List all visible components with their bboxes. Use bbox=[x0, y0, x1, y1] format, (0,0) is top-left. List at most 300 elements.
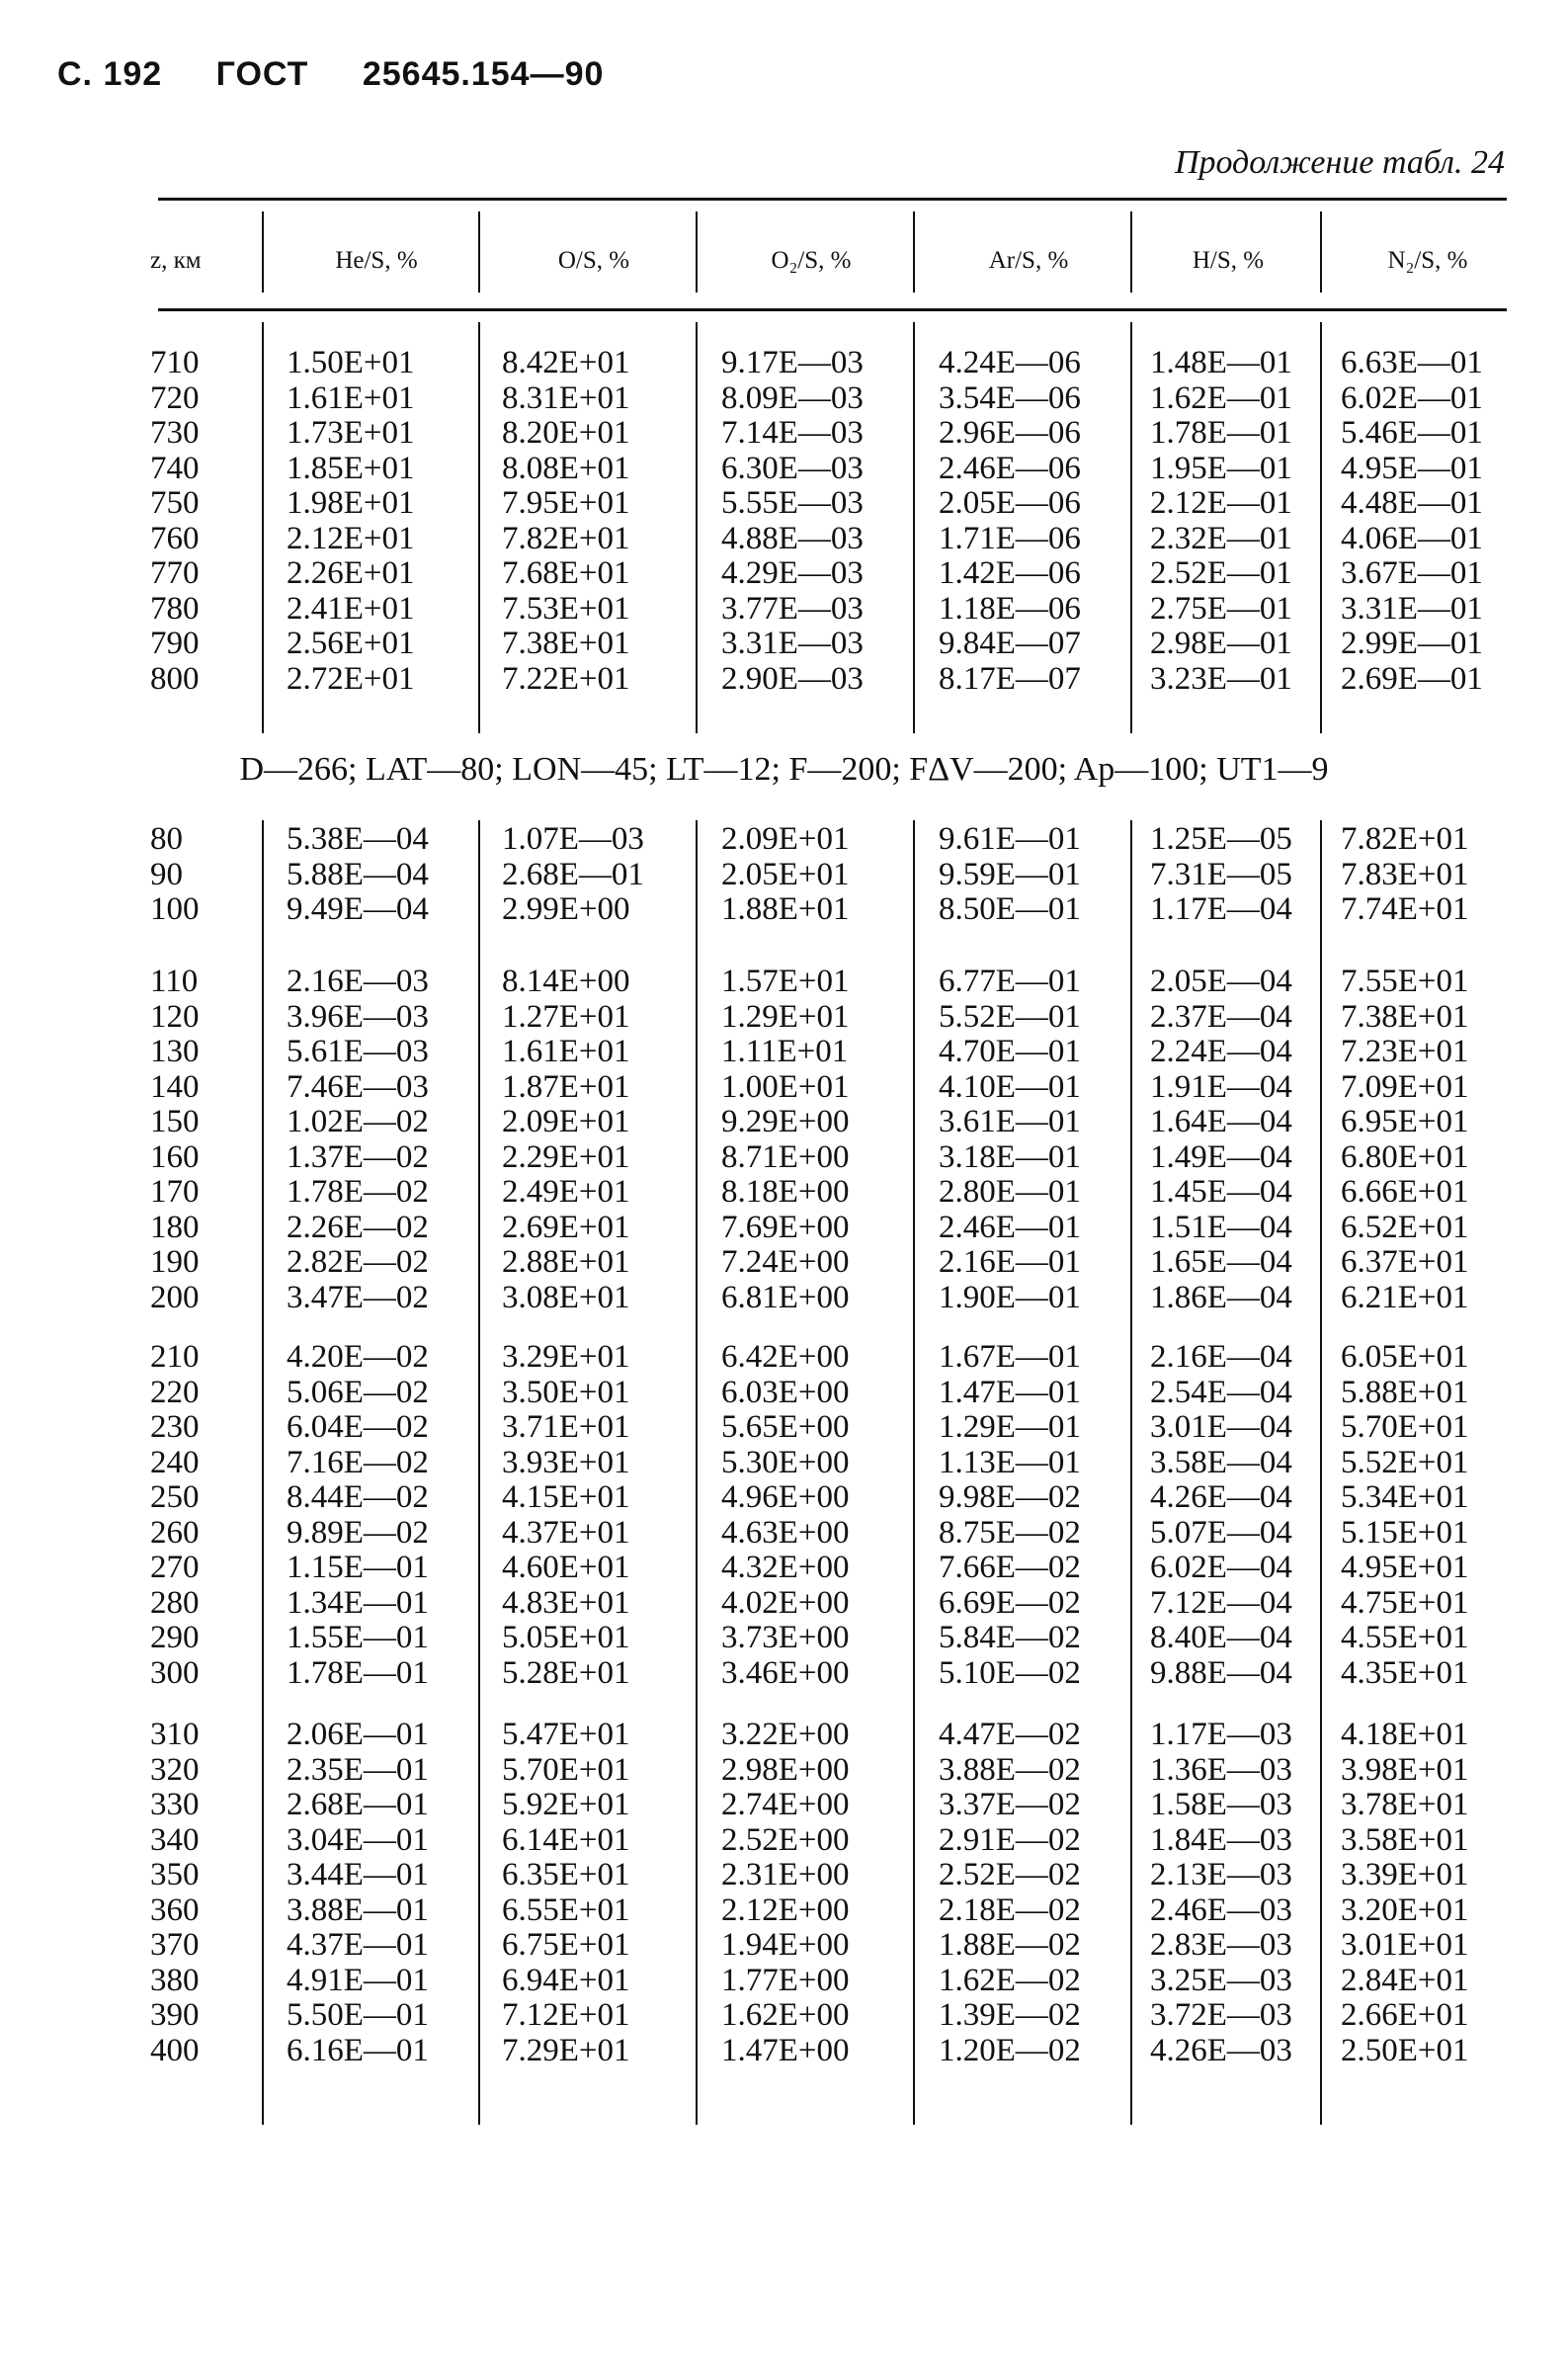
altitude-cell: 120 bbox=[150, 998, 200, 1035]
value-cell: 7.74E+01 bbox=[1341, 891, 1469, 927]
value-cell: 2.16E—01 bbox=[939, 1244, 1081, 1280]
value-cell: 2.56E+01 bbox=[287, 626, 415, 661]
value-cell: 5.65E+00 bbox=[721, 1409, 850, 1445]
value-cell: 1.98E+01 bbox=[287, 485, 415, 521]
altitude-cell: 210 bbox=[150, 1339, 200, 1375]
value-cell: 1.61E+01 bbox=[502, 1034, 630, 1069]
value-cell: 1.00E+01 bbox=[721, 1068, 850, 1105]
column-divider bbox=[1130, 820, 1132, 2125]
value-cell: 2.66E+01 bbox=[1341, 1997, 1469, 2033]
value-cell: 4.91E—01 bbox=[287, 1962, 429, 1998]
value-cell: 4.70E—01 bbox=[939, 1034, 1081, 1069]
column-header: H/S, % bbox=[1192, 247, 1265, 274]
value-cell: 8.08E+01 bbox=[502, 450, 630, 486]
table-row bbox=[0, 662, 1568, 697]
altitude-cell: 150 bbox=[150, 1104, 200, 1139]
table-row bbox=[0, 1621, 1568, 1655]
value-cell: 4.10E—01 bbox=[939, 1068, 1081, 1105]
altitude-cell: 270 bbox=[150, 1550, 200, 1585]
value-cell: 2.16E—04 bbox=[1150, 1339, 1292, 1375]
value-cell: 6.05E+01 bbox=[1341, 1339, 1469, 1375]
value-cell: 4.24E—06 bbox=[939, 345, 1081, 380]
value-cell: 4.75E+01 bbox=[1341, 1584, 1469, 1621]
value-cell: 7.16E—02 bbox=[287, 1444, 429, 1480]
table-row bbox=[0, 627, 1568, 661]
table-row bbox=[0, 1446, 1568, 1480]
value-cell: 4.15E+01 bbox=[502, 1479, 630, 1515]
altitude-cell: 720 bbox=[150, 379, 200, 416]
value-cell: 3.31E—01 bbox=[1341, 590, 1483, 627]
value-cell: 3.01E—04 bbox=[1150, 1409, 1292, 1445]
value-cell: 8.18E+00 bbox=[721, 1174, 850, 1210]
value-cell: 8.42E+01 bbox=[502, 345, 630, 380]
value-cell: 4.18E+01 bbox=[1341, 1717, 1469, 1752]
altitude-cell: 180 bbox=[150, 1209, 200, 1245]
value-cell: 5.28E+01 bbox=[502, 1654, 630, 1691]
value-cell: 7.66E—02 bbox=[939, 1550, 1081, 1585]
column-divider bbox=[1320, 322, 1322, 733]
column-divider bbox=[913, 211, 915, 293]
value-cell: 2.46E—06 bbox=[939, 450, 1081, 486]
value-cell: 8.20E+01 bbox=[502, 415, 630, 451]
value-cell: 7.38E+01 bbox=[502, 626, 630, 661]
value-cell: 8.40E—04 bbox=[1150, 1620, 1292, 1655]
value-cell: 9.59E—01 bbox=[939, 856, 1081, 892]
column-divider bbox=[478, 820, 480, 2125]
value-cell: 1.95E—01 bbox=[1150, 450, 1292, 486]
table-row bbox=[0, 822, 1568, 857]
altitude-cell: 90 bbox=[150, 856, 183, 892]
value-cell: 8.09E—03 bbox=[721, 379, 864, 416]
value-cell: 1.65E—04 bbox=[1150, 1244, 1292, 1280]
value-cell: 6.35E+01 bbox=[502, 1857, 630, 1892]
value-cell: 4.63E+00 bbox=[721, 1514, 850, 1551]
value-cell: 2.54E—04 bbox=[1150, 1374, 1292, 1410]
value-cell: 1.67E—01 bbox=[939, 1339, 1081, 1375]
value-cell: 6.30E—03 bbox=[721, 450, 864, 486]
value-cell: 1.85E+01 bbox=[287, 450, 415, 486]
value-cell: 9.98E—02 bbox=[939, 1479, 1081, 1515]
value-cell: 7.12E+01 bbox=[502, 1997, 630, 2033]
value-cell: 6.77E—01 bbox=[939, 964, 1081, 999]
value-cell: 5.52E+01 bbox=[1341, 1444, 1469, 1480]
value-cell: 6.63E—01 bbox=[1341, 345, 1483, 380]
value-cell: 4.60E+01 bbox=[502, 1550, 630, 1585]
value-cell: 1.47E—01 bbox=[939, 1374, 1081, 1410]
altitude-cell: 740 bbox=[150, 450, 200, 486]
value-cell: 2.46E—01 bbox=[939, 1209, 1081, 1245]
value-cell: 6.16E—01 bbox=[287, 2032, 429, 2068]
table-row bbox=[0, 1376, 1568, 1410]
value-cell: 2.37E—04 bbox=[1150, 998, 1292, 1035]
altitude-cell: 290 bbox=[150, 1620, 200, 1655]
value-cell: 1.90E—01 bbox=[939, 1279, 1081, 1315]
value-cell: 1.39E—02 bbox=[939, 1997, 1081, 2033]
value-cell: 2.74E+00 bbox=[721, 1787, 850, 1822]
value-cell: 3.01E+01 bbox=[1341, 1927, 1469, 1963]
value-cell: 9.29E+00 bbox=[721, 1104, 850, 1139]
altitude-cell: 80 bbox=[150, 821, 183, 857]
table-row bbox=[0, 416, 1568, 451]
value-cell: 7.53E+01 bbox=[502, 590, 630, 627]
value-cell: 2.29E+01 bbox=[502, 1138, 630, 1175]
value-cell: 1.71E—06 bbox=[939, 520, 1081, 556]
value-cell: 6.80E+01 bbox=[1341, 1138, 1469, 1175]
table-row bbox=[0, 892, 1568, 927]
value-cell: 1.78E—02 bbox=[287, 1174, 429, 1210]
value-cell: 2.99E—01 bbox=[1341, 626, 1483, 661]
value-cell: 2.72E+01 bbox=[287, 660, 415, 697]
value-cell: 1.58E—03 bbox=[1150, 1787, 1292, 1822]
value-cell: 1.27E+01 bbox=[502, 998, 630, 1035]
value-cell: 4.20E—02 bbox=[287, 1339, 429, 1375]
value-cell: 6.04E—02 bbox=[287, 1409, 429, 1445]
value-cell: 4.95E—01 bbox=[1341, 450, 1483, 486]
value-cell: 4.83E+01 bbox=[502, 1584, 630, 1621]
altitude-cell: 110 bbox=[150, 964, 199, 999]
value-cell: 1.86E—04 bbox=[1150, 1279, 1292, 1315]
value-cell: 1.73E+01 bbox=[287, 415, 415, 451]
value-cell: 3.18E—01 bbox=[939, 1138, 1081, 1175]
value-cell: 3.23E—01 bbox=[1150, 660, 1292, 697]
value-cell: 2.32E—01 bbox=[1150, 520, 1292, 556]
value-cell: 5.88E+01 bbox=[1341, 1374, 1469, 1410]
column-divider bbox=[696, 211, 698, 293]
value-cell: 7.29E+01 bbox=[502, 2032, 630, 2068]
column-header: He/S, % bbox=[335, 247, 418, 274]
value-cell: 1.36E—03 bbox=[1150, 1751, 1292, 1788]
value-cell: 4.37E—01 bbox=[287, 1927, 429, 1963]
value-cell: 1.62E—01 bbox=[1150, 379, 1292, 416]
value-cell: 2.35E—01 bbox=[287, 1751, 429, 1788]
value-cell: 7.95E+01 bbox=[502, 485, 630, 521]
column-divider bbox=[1320, 211, 1322, 293]
table-row bbox=[0, 1035, 1568, 1069]
value-cell: 6.02E—04 bbox=[1150, 1550, 1292, 1585]
value-cell: 1.50E+01 bbox=[287, 345, 415, 380]
value-cell: 1.29E+01 bbox=[721, 998, 850, 1035]
column-divider bbox=[478, 322, 480, 733]
value-cell: 2.98E—01 bbox=[1150, 626, 1292, 661]
value-cell: 1.49E—04 bbox=[1150, 1138, 1292, 1175]
value-cell: 2.52E—02 bbox=[939, 1857, 1081, 1892]
value-cell: 7.83E+01 bbox=[1341, 856, 1469, 892]
value-cell: 4.26E—04 bbox=[1150, 1479, 1292, 1515]
altitude-cell: 760 bbox=[150, 520, 200, 556]
value-cell: 2.69E+01 bbox=[502, 1209, 630, 1245]
altitude-cell: 350 bbox=[150, 1857, 200, 1892]
column-header: O₂/S, % bbox=[771, 247, 852, 274]
value-cell: 2.88E+01 bbox=[502, 1244, 630, 1280]
value-cell: 1.18E—06 bbox=[939, 590, 1081, 627]
value-cell: 2.12E+00 bbox=[721, 1892, 850, 1928]
column-header: O/S, % bbox=[557, 247, 630, 274]
value-cell: 5.38E—04 bbox=[287, 821, 429, 857]
table-row bbox=[0, 1823, 1568, 1858]
value-cell: 5.50E—01 bbox=[287, 1997, 429, 2033]
value-cell: 8.44E—02 bbox=[287, 1479, 429, 1515]
value-cell: 2.98E+00 bbox=[721, 1751, 850, 1788]
value-cell: 2.90E—03 bbox=[721, 660, 864, 697]
column-divider bbox=[696, 322, 698, 733]
value-cell: 7.55E+01 bbox=[1341, 964, 1469, 999]
value-cell: 3.47E—02 bbox=[287, 1279, 429, 1315]
value-cell: 4.32E+00 bbox=[721, 1550, 850, 1585]
value-cell: 4.96E+00 bbox=[721, 1479, 850, 1515]
value-cell: 4.55E+01 bbox=[1341, 1620, 1469, 1655]
value-cell: 3.71E+01 bbox=[502, 1409, 630, 1445]
value-cell: 4.29E—03 bbox=[721, 555, 864, 591]
value-cell: 5.70E+01 bbox=[1341, 1409, 1469, 1445]
table-row bbox=[0, 1516, 1568, 1551]
value-cell: 7.82E+01 bbox=[502, 520, 630, 556]
value-cell: 5.10E—02 bbox=[939, 1654, 1081, 1691]
table-row bbox=[0, 592, 1568, 627]
table-row bbox=[0, 1753, 1568, 1788]
value-cell: 3.67E—01 bbox=[1341, 555, 1483, 591]
value-cell: 5.55E—03 bbox=[721, 485, 864, 521]
value-cell: 1.51E—04 bbox=[1150, 1209, 1292, 1245]
value-cell: 1.77E+00 bbox=[721, 1962, 850, 1998]
value-cell: 3.46E+00 bbox=[721, 1654, 850, 1691]
value-cell: 2.24E—04 bbox=[1150, 1034, 1292, 1069]
value-cell: 6.75E+01 bbox=[502, 1927, 630, 1963]
value-cell: 2.83E—03 bbox=[1150, 1927, 1292, 1963]
value-cell: 5.61E—03 bbox=[287, 1034, 429, 1069]
value-cell: 3.44E—01 bbox=[287, 1857, 429, 1892]
value-cell: 5.46E—01 bbox=[1341, 415, 1483, 451]
value-cell: 4.88E—03 bbox=[721, 520, 864, 556]
value-cell: 1.62E+00 bbox=[721, 1997, 850, 2033]
table-row bbox=[0, 2034, 1568, 2068]
value-cell: 7.69E+00 bbox=[721, 1209, 850, 1245]
column-header: z, км bbox=[150, 247, 202, 274]
table-row bbox=[0, 1140, 1568, 1175]
value-cell: 1.61E+01 bbox=[287, 379, 415, 416]
table-row bbox=[0, 1245, 1568, 1280]
value-cell: 2.31E+00 bbox=[721, 1857, 850, 1892]
value-cell: 3.93E+01 bbox=[502, 1444, 630, 1480]
value-cell: 6.66E+01 bbox=[1341, 1174, 1469, 1210]
table-row bbox=[0, 1410, 1568, 1445]
altitude-cell: 370 bbox=[150, 1927, 200, 1963]
table-row bbox=[0, 1070, 1568, 1105]
value-cell: 3.58E+01 bbox=[1341, 1821, 1469, 1858]
value-cell: 6.42E+00 bbox=[721, 1339, 850, 1375]
table-row bbox=[0, 1964, 1568, 1998]
value-cell: 2.13E—03 bbox=[1150, 1857, 1292, 1892]
altitude-cell: 790 bbox=[150, 626, 200, 661]
value-cell: 9.84E—07 bbox=[939, 626, 1081, 661]
value-cell: 2.09E+01 bbox=[721, 821, 850, 857]
column-header: Ar/S, % bbox=[988, 247, 1069, 274]
altitude-cell: 190 bbox=[150, 1244, 200, 1280]
table-row bbox=[0, 1105, 1568, 1139]
value-cell: 2.05E+01 bbox=[721, 856, 850, 892]
value-cell: 7.09E+01 bbox=[1341, 1068, 1469, 1105]
value-cell: 1.47E+00 bbox=[721, 2032, 850, 2068]
value-cell: 8.17E—07 bbox=[939, 660, 1081, 697]
value-cell: 3.54E—06 bbox=[939, 379, 1081, 416]
table-row bbox=[0, 1928, 1568, 1963]
value-cell: 9.89E—02 bbox=[287, 1514, 429, 1551]
value-cell: 2.06E—01 bbox=[287, 1717, 429, 1752]
value-cell: 3.98E+01 bbox=[1341, 1751, 1469, 1788]
altitude-cell: 800 bbox=[150, 660, 200, 697]
value-cell: 2.91E—02 bbox=[939, 1821, 1081, 1858]
column-divider bbox=[262, 322, 264, 733]
value-cell: 3.50E+01 bbox=[502, 1374, 630, 1410]
value-cell: 9.49E—04 bbox=[287, 891, 429, 927]
value-cell: 1.84E—03 bbox=[1150, 1821, 1292, 1858]
value-cell: 3.20E+01 bbox=[1341, 1892, 1469, 1928]
value-cell: 9.17E—03 bbox=[721, 345, 864, 380]
table-row bbox=[0, 1175, 1568, 1210]
value-cell: 5.47E+01 bbox=[502, 1717, 630, 1752]
value-cell: 7.24E+00 bbox=[721, 1244, 850, 1280]
value-cell: 3.88E—01 bbox=[287, 1892, 429, 1928]
table-row bbox=[0, 1788, 1568, 1822]
value-cell: 5.92E+01 bbox=[502, 1787, 630, 1822]
value-cell: 8.31E+01 bbox=[502, 379, 630, 416]
value-cell: 2.09E+01 bbox=[502, 1104, 630, 1139]
value-cell: 2.96E—06 bbox=[939, 415, 1081, 451]
table-row bbox=[0, 1211, 1568, 1245]
value-cell: 3.04E—01 bbox=[287, 1821, 429, 1858]
value-cell: 3.61E—01 bbox=[939, 1104, 1081, 1139]
value-cell: 4.47E—02 bbox=[939, 1717, 1081, 1752]
value-cell: 5.88E—04 bbox=[287, 856, 429, 892]
value-cell: 7.12E—04 bbox=[1150, 1584, 1292, 1621]
table-row bbox=[0, 1893, 1568, 1928]
value-cell: 1.78E—01 bbox=[1150, 415, 1292, 451]
value-cell: 8.14E+00 bbox=[502, 964, 630, 999]
column-divider bbox=[913, 322, 915, 733]
value-cell: 4.02E+00 bbox=[721, 1584, 850, 1621]
value-cell: 6.02E—01 bbox=[1341, 379, 1483, 416]
table-row bbox=[0, 346, 1568, 380]
table-row bbox=[0, 1000, 1568, 1035]
table-row bbox=[0, 965, 1568, 999]
column-divider bbox=[262, 211, 264, 293]
value-cell: 2.49E+01 bbox=[502, 1174, 630, 1210]
value-cell: 3.78E+01 bbox=[1341, 1787, 1469, 1822]
value-cell: 7.23E+01 bbox=[1341, 1034, 1469, 1069]
value-cell: 3.96E—03 bbox=[287, 998, 429, 1035]
value-cell: 2.46E—03 bbox=[1150, 1892, 1292, 1928]
value-cell: 2.52E—01 bbox=[1150, 555, 1292, 591]
value-cell: 2.80E—01 bbox=[939, 1174, 1081, 1210]
value-cell: 6.37E+01 bbox=[1341, 1244, 1469, 1280]
value-cell: 1.48E—01 bbox=[1150, 345, 1292, 380]
value-cell: 4.26E—03 bbox=[1150, 2032, 1292, 2068]
value-cell: 3.73E+00 bbox=[721, 1620, 850, 1655]
value-cell: 4.06E—01 bbox=[1341, 520, 1483, 556]
value-cell: 1.13E—01 bbox=[939, 1444, 1081, 1480]
value-cell: 3.72E—03 bbox=[1150, 1997, 1292, 2033]
value-cell: 2.99E+00 bbox=[502, 891, 630, 927]
value-cell: 1.55E—01 bbox=[287, 1620, 429, 1655]
value-cell: 2.68E—01 bbox=[287, 1787, 429, 1822]
value-cell: 6.21E+01 bbox=[1341, 1279, 1469, 1315]
table-row bbox=[0, 1718, 1568, 1752]
value-cell: 1.94E+00 bbox=[721, 1927, 850, 1963]
table-row bbox=[0, 1586, 1568, 1621]
value-cell: 2.05E—04 bbox=[1150, 964, 1292, 999]
value-cell: 3.88E—02 bbox=[939, 1751, 1081, 1788]
value-cell: 1.25E—05 bbox=[1150, 821, 1292, 857]
value-cell: 2.18E—02 bbox=[939, 1892, 1081, 1928]
value-cell: 1.07E—03 bbox=[502, 821, 644, 857]
value-cell: 2.05E—06 bbox=[939, 485, 1081, 521]
value-cell: 5.84E—02 bbox=[939, 1620, 1081, 1655]
value-cell: 3.77E—03 bbox=[721, 590, 864, 627]
header-rule bbox=[158, 308, 1507, 311]
value-cell: 3.22E+00 bbox=[721, 1717, 850, 1752]
altitude-cell: 130 bbox=[150, 1034, 200, 1069]
value-cell: 9.61E—01 bbox=[939, 821, 1081, 857]
value-cell: 5.52E—01 bbox=[939, 998, 1081, 1035]
value-cell: 4.48E—01 bbox=[1341, 485, 1483, 521]
value-cell: 1.20E—02 bbox=[939, 2032, 1081, 2068]
value-cell: 1.62E—02 bbox=[939, 1962, 1081, 1998]
page-header bbox=[57, 55, 647, 94]
altitude-cell: 200 bbox=[150, 1279, 200, 1315]
column-divider bbox=[1130, 211, 1132, 293]
table-row bbox=[0, 556, 1568, 591]
value-cell: 1.34E—01 bbox=[287, 1584, 429, 1621]
value-cell: 8.75E—02 bbox=[939, 1514, 1081, 1551]
value-cell: 6.14E+01 bbox=[502, 1821, 630, 1858]
value-cell: 3.58E—04 bbox=[1150, 1444, 1292, 1480]
altitude-cell: 250 bbox=[150, 1479, 200, 1515]
value-cell: 7.31E—05 bbox=[1150, 856, 1292, 892]
value-cell: 2.12E+01 bbox=[287, 520, 415, 556]
value-cell: 5.15E+01 bbox=[1341, 1514, 1469, 1551]
value-cell: 7.22E+01 bbox=[502, 660, 630, 697]
value-cell: 6.81E+00 bbox=[721, 1279, 850, 1315]
altitude-cell: 310 bbox=[150, 1717, 200, 1752]
value-cell: 1.15E—01 bbox=[287, 1550, 429, 1585]
value-cell: 1.87E+01 bbox=[502, 1068, 630, 1105]
value-cell: 7.68E+01 bbox=[502, 555, 630, 591]
value-cell: 7.82E+01 bbox=[1341, 821, 1469, 857]
value-cell: 1.42E—06 bbox=[939, 555, 1081, 591]
altitude-cell: 260 bbox=[150, 1514, 200, 1551]
column-divider bbox=[1320, 820, 1322, 2125]
value-cell: 5.70E+01 bbox=[502, 1751, 630, 1788]
column-divider bbox=[696, 820, 698, 2125]
value-cell: 9.88E—04 bbox=[1150, 1654, 1292, 1691]
value-cell: 2.41E+01 bbox=[287, 590, 415, 627]
value-cell: 2.26E—02 bbox=[287, 1209, 429, 1245]
value-cell: 5.30E+00 bbox=[721, 1444, 850, 1480]
altitude-cell: 320 bbox=[150, 1751, 200, 1788]
value-cell: 2.16E—03 bbox=[287, 964, 429, 999]
value-cell: 1.17E—03 bbox=[1150, 1717, 1292, 1752]
value-cell: 6.52E+01 bbox=[1341, 1209, 1469, 1245]
altitude-cell: 750 bbox=[150, 485, 200, 521]
value-cell: 7.46E—03 bbox=[287, 1068, 429, 1105]
value-cell: 1.02E—02 bbox=[287, 1104, 429, 1139]
value-cell: 2.12E—01 bbox=[1150, 485, 1292, 521]
column-divider bbox=[478, 211, 480, 293]
value-cell: 2.52E+00 bbox=[721, 1821, 850, 1858]
value-cell: 5.07E—04 bbox=[1150, 1514, 1292, 1551]
value-cell: 1.88E+01 bbox=[721, 891, 850, 927]
table-row bbox=[0, 1480, 1568, 1515]
table-row bbox=[0, 1551, 1568, 1585]
